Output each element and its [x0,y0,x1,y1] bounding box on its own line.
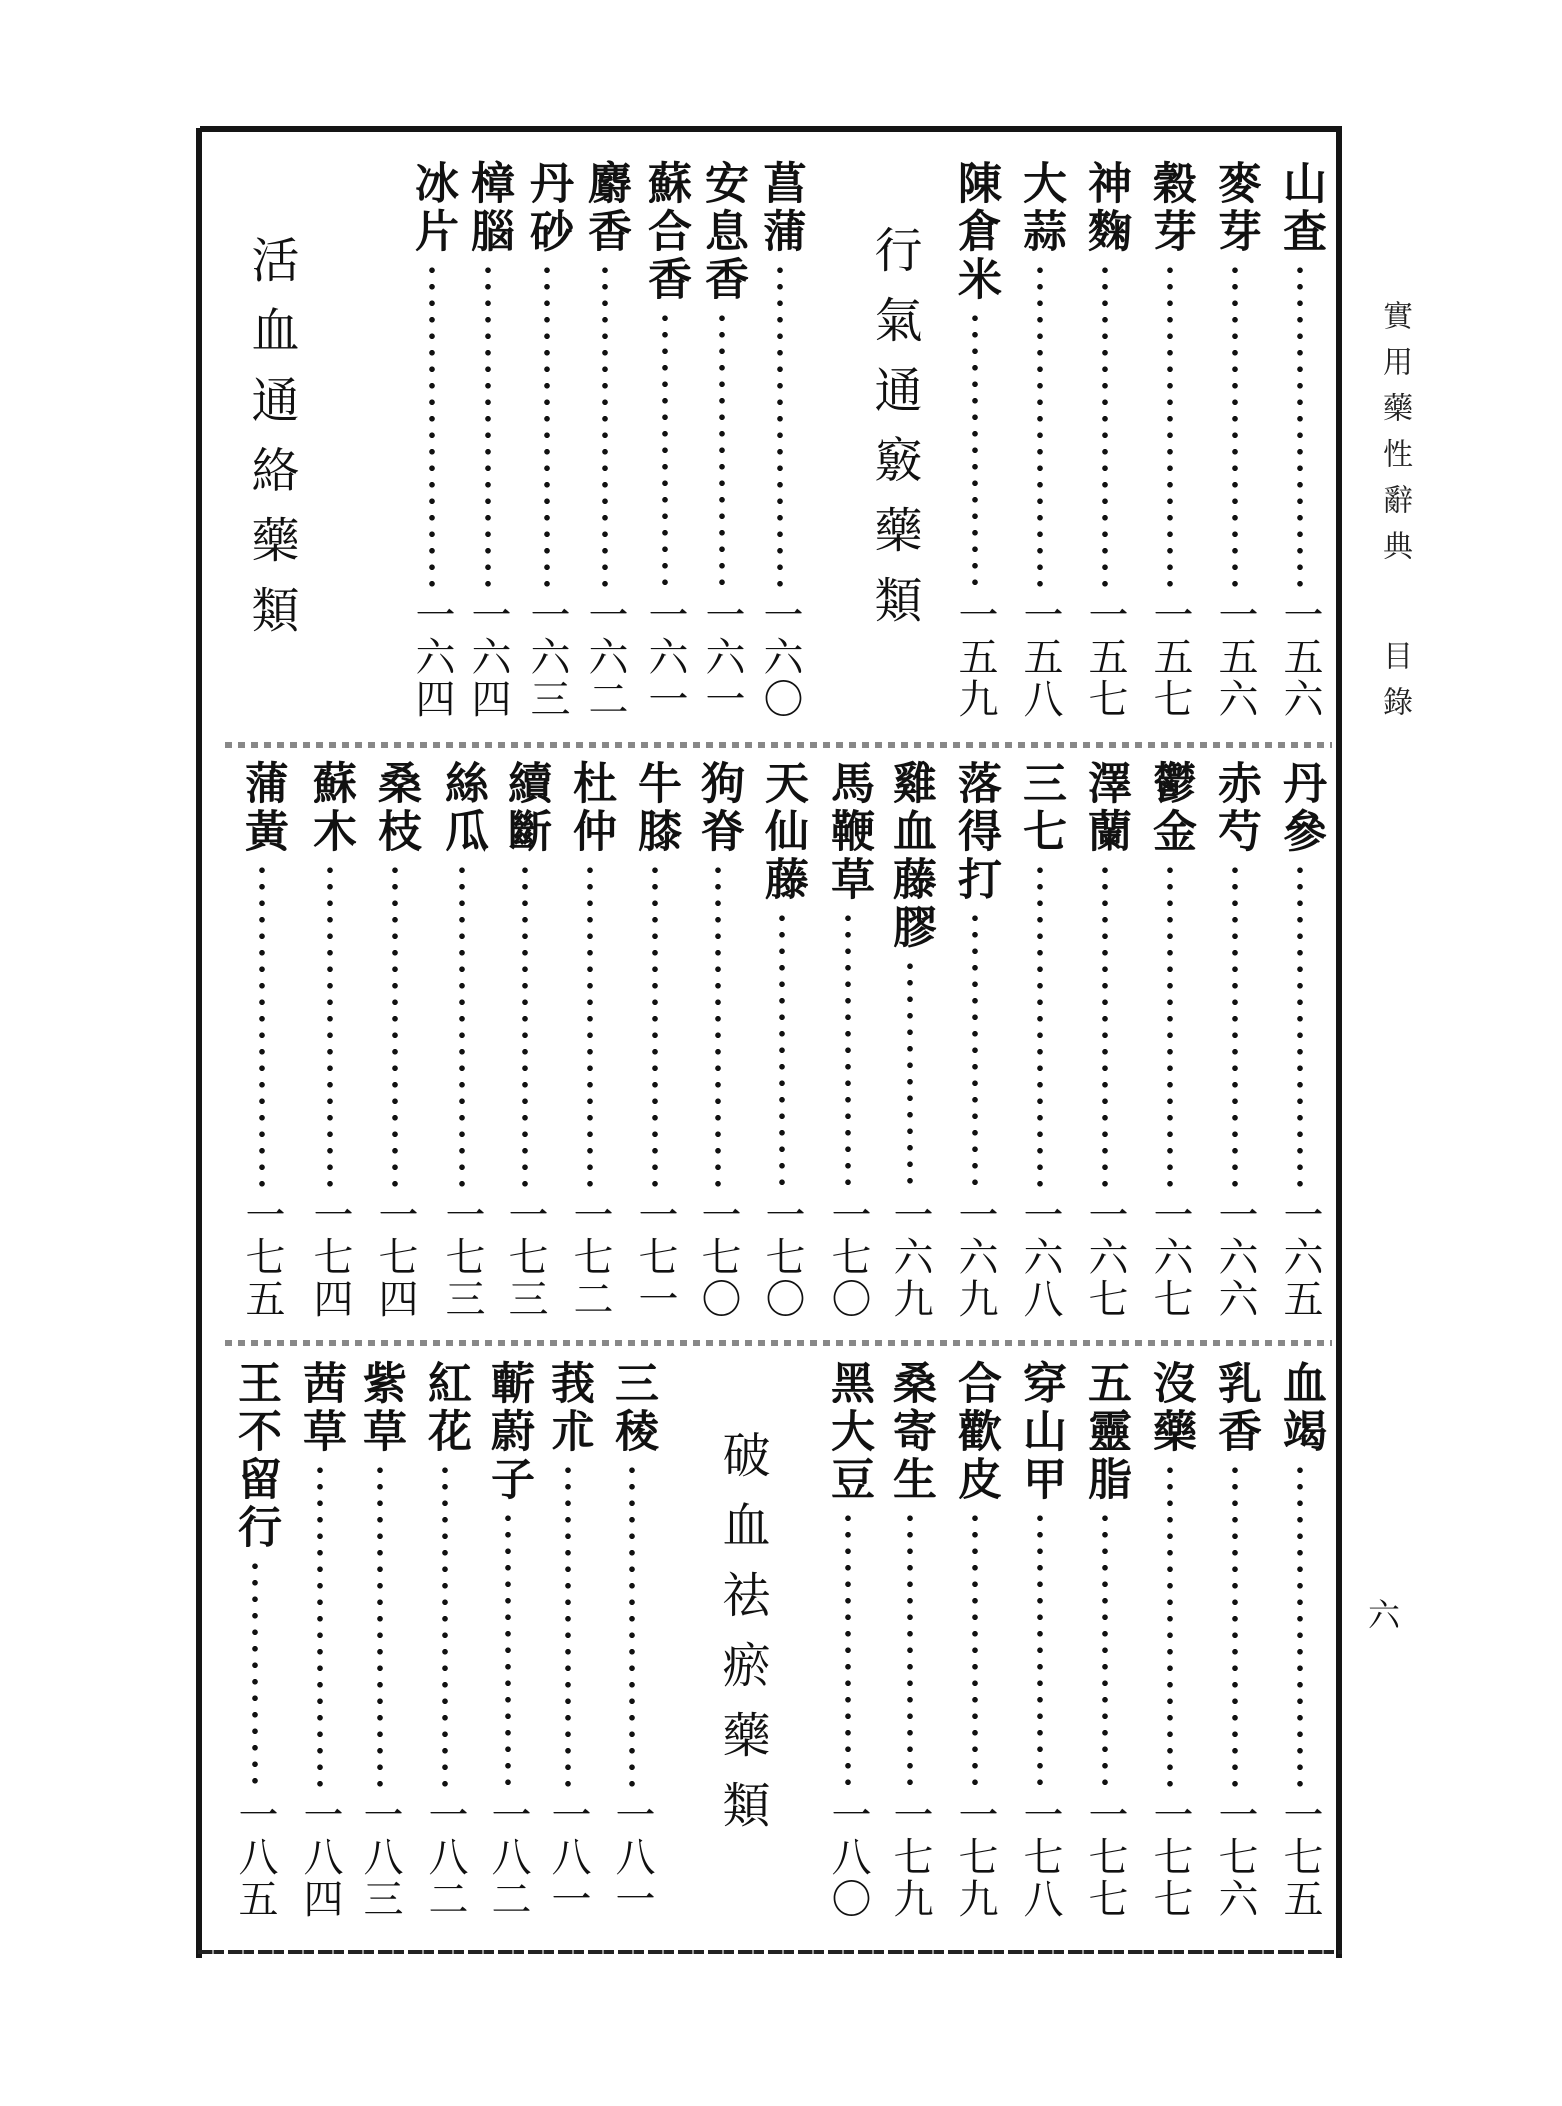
leader-dots [587,862,593,1188]
entry-name: 絲瓜 [437,760,488,856]
row-divider-1 [222,742,1332,748]
toc-entry[interactable] [950,160,1000,720]
leader-dots [845,1510,851,1788]
leader-dots [442,1462,448,1788]
leader-dots [429,262,435,588]
leader-dots [1167,262,1173,588]
entry-name: 菖蒲 [755,160,806,256]
leader-dots [719,310,725,588]
toc-entry[interactable] [522,160,572,720]
entry-name: 續斷 [500,760,551,856]
toc-entry[interactable] [755,160,805,720]
toc-entry[interactable] [543,1360,593,1920]
entry-name: 血竭 [1275,1360,1326,1456]
page-number: 六 [1368,1596,1401,1634]
toc-entry[interactable] [885,760,935,1320]
leader-dots [544,262,550,588]
entry-name: 杜仲 [565,760,616,856]
leader-dots [1297,862,1303,1188]
entry-name: 大蒜 [1015,160,1066,256]
toc-entry[interactable] [630,760,680,1320]
entry-page: 一八〇 [825,1794,871,1920]
entry-page: 一八三 [357,1794,403,1920]
toc-entry[interactable] [950,760,1000,1320]
entry-page: 一七四 [372,1194,418,1320]
entry-name: 三七 [1015,760,1066,856]
leader-dots [1102,1510,1108,1788]
entry-name: 桑寄生 [885,1360,936,1504]
entry-name: 雞血藤膠 [885,760,936,952]
entry-page: 一六五 [1277,1194,1323,1320]
toc-entry[interactable] [483,1360,533,1920]
entry-name: 茜草 [295,1360,346,1456]
leader-dots [377,1462,383,1788]
leader-dots [907,958,913,1188]
toc-entry[interactable] [1080,160,1130,720]
entry-name: 麝香 [580,160,631,256]
toc-entry[interactable] [565,760,615,1320]
entry-name: 安息香 [697,160,748,304]
entry-name: 牛膝 [630,760,681,856]
entry-name: 丹參 [1275,760,1326,856]
toc-entry[interactable] [237,760,287,1320]
entry-page: 一七〇 [825,1194,871,1320]
toc-entry[interactable] [500,760,550,1320]
entry-page: 一六〇 [757,594,803,720]
entry-page: 一五六 [1277,594,1323,720]
entry-page: 一六九 [887,1194,933,1320]
leader-dots [1232,262,1238,588]
leader-dots [602,262,608,588]
entry-page: 一七五 [239,1194,285,1320]
leader-dots [715,862,721,1188]
toc-entry[interactable] [1145,1360,1195,1920]
leader-dots [1232,1462,1238,1788]
leader-dots [1102,862,1108,1188]
leader-dots [1297,262,1303,588]
entry-page: 一六四 [465,594,511,720]
row-divider-2 [222,1340,1332,1346]
entry-page: 一八二 [485,1794,531,1920]
running-header-book-title: 實用藥性辭典 [1377,300,1412,576]
toc-entry[interactable] [1210,1360,1260,1920]
entry-page: 一六九 [952,1194,998,1320]
entry-page: 一五九 [952,594,998,720]
entry-name: 三稜 [607,1360,658,1456]
entry-page: 一七〇 [759,1194,805,1320]
entry-page: 一八四 [297,1794,343,1920]
entry-name: 蘄蔚子 [483,1360,534,1504]
toc-entry[interactable] [697,160,747,720]
toc-entry[interactable] [1275,1360,1325,1920]
entry-page: 一八一 [545,1794,591,1920]
leader-dots [1037,1510,1043,1788]
entry-page: 一六八 [1017,1194,1063,1320]
entry-name: 麥芽 [1210,160,1261,256]
toc-entry[interactable] [1015,160,1065,720]
entry-name: 落得打 [950,760,1001,904]
entry-page: 一六四 [409,594,455,720]
toc-entry[interactable] [885,1360,935,1920]
page-frame-right-border [1336,128,1342,1958]
entry-name: 沒藥 [1145,1360,1196,1456]
leader-dots [317,1462,323,1788]
toc-entry[interactable] [693,760,743,1320]
leader-dots [459,862,465,1188]
leader-dots [972,310,978,588]
entry-page: 一七七 [1082,1794,1128,1920]
entry-name: 山査 [1275,160,1326,256]
leader-dots [1297,1462,1303,1788]
leader-dots [629,1462,635,1788]
toc-entry[interactable] [407,160,457,720]
leader-dots [485,262,491,588]
leader-dots [565,1462,571,1788]
entry-name: 赤芍 [1210,760,1261,856]
leader-dots [522,862,528,1188]
entry-page: 一七九 [887,1794,933,1920]
toc-entry[interactable] [1210,160,1260,720]
entry-page: 一六七 [1147,1194,1193,1320]
entry-name: 蘇合香 [640,160,691,304]
entry-page: 一七七 [1147,1794,1193,1920]
toc-entry[interactable] [1275,760,1325,1320]
entry-name: 蘇木 [305,760,356,856]
leader-dots [845,910,851,1188]
entry-name: 鬱金 [1145,760,1196,856]
page-frame-left-border [196,128,202,1958]
entry-page: 一七五 [1277,1794,1323,1920]
entry-name: 馬鞭草 [823,760,874,904]
entry-name: 陳倉米 [950,160,1001,304]
page-frame-bottom-border [198,1950,1342,1954]
entry-name: 王不留行 [230,1360,281,1552]
entry-name: 桑枝 [370,760,421,856]
toc-entry[interactable] [607,1360,657,1920]
entry-page: 一七三 [439,1194,485,1320]
leader-dots [779,910,785,1188]
entry-name: 冰片 [407,160,458,256]
leader-dots [259,862,265,1188]
entry-page: 一六一 [699,594,745,720]
entry-page: 一五六 [1212,594,1258,720]
leader-dots [972,1510,978,1788]
toc-entry[interactable] [823,760,873,1320]
toc-entry[interactable] [370,760,420,1320]
leader-dots [777,262,783,588]
leader-dots [327,862,333,1188]
toc-entry[interactable] [230,1360,280,1920]
entry-page: 一六七 [1082,1194,1128,1320]
toc-entry[interactable] [1015,1360,1065,1920]
entry-name: 神麴 [1080,160,1131,256]
entry-name: 樟腦 [463,160,514,256]
leader-dots [652,862,658,1188]
entry-page: 一五七 [1147,594,1193,720]
toc-entry[interactable] [1080,760,1130,1320]
leader-dots [1232,862,1238,1188]
section-heading-blood-activating: 活血通絡藥類 [243,235,299,655]
toc-entry[interactable] [1015,760,1065,1320]
toc-entry[interactable] [463,160,513,720]
entry-page: 一六六 [1212,1194,1258,1320]
leader-dots [505,1510,511,1788]
entry-page: 一五八 [1017,594,1063,720]
entry-page: 一七二 [567,1194,613,1320]
entry-page: 一六三 [524,594,570,720]
toc-entry[interactable] [1210,760,1260,1320]
entry-page: 一七一 [632,1194,678,1320]
page-frame-top-border [200,126,1342,132]
leader-dots [1037,862,1043,1188]
entry-name: 乳香 [1210,1360,1261,1456]
toc-entry[interactable] [1145,160,1195,720]
toc-entry[interactable] [437,760,487,1320]
toc-entry[interactable] [580,160,630,720]
entry-name: 黑大豆 [823,1360,874,1504]
entry-page: 一七六 [1212,1794,1258,1920]
entry-page: 一六二 [582,594,628,720]
entry-page: 一八五 [232,1794,278,1920]
entry-name: 丹砂 [522,160,573,256]
toc-entry[interactable] [305,760,355,1320]
entry-page: 一五七 [1082,594,1128,720]
entry-name: 穿山甲 [1015,1360,1066,1504]
section-heading-blood-breaking: 破血祛瘀藥類 [714,1430,770,1850]
entry-name: 澤蘭 [1080,760,1131,856]
leader-dots [907,1510,913,1788]
running-header-section: 目錄 [1377,640,1412,732]
entry-name: 合歡皮 [950,1360,1001,1504]
leader-dots [1167,862,1173,1188]
entry-name: 紅花 [420,1360,471,1456]
entry-page: 一八一 [609,1794,655,1920]
entry-name: 五靈脂 [1080,1360,1131,1504]
entry-page: 一七八 [1017,1794,1063,1920]
leader-dots [392,862,398,1188]
leader-dots [1102,262,1108,588]
leader-dots [662,310,668,588]
entry-name: 狗脊 [693,760,744,856]
toc-entry[interactable] [640,160,690,720]
toc-entry[interactable] [355,1360,405,1920]
entry-name: 穀芽 [1145,160,1196,256]
entry-page: 一六一 [642,594,688,720]
entry-page: 一七三 [502,1194,548,1320]
entry-name: 莪朮 [543,1360,594,1456]
entry-name: 蒲黃 [237,760,288,856]
toc-entry[interactable] [1275,160,1325,720]
toc-entry[interactable] [757,760,807,1320]
toc-entry[interactable] [823,1360,873,1920]
toc-entry[interactable] [1080,1360,1130,1920]
toc-entry[interactable] [1145,760,1195,1320]
entry-page: 一七〇 [695,1194,741,1320]
toc-entry[interactable] [950,1360,1000,1920]
entry-page: 一七九 [952,1794,998,1920]
leader-dots [1037,262,1043,588]
section-heading-qi-regulating: 行氣通竅藥類 [866,225,922,645]
leader-dots [972,910,978,1188]
leader-dots [1167,1462,1173,1788]
leader-dots [252,1558,258,1788]
entry-page: 一八二 [422,1794,468,1920]
entry-name: 天仙藤 [757,760,808,904]
toc-entry[interactable] [420,1360,470,1920]
toc-entry[interactable] [295,1360,345,1920]
entry-page: 一七四 [307,1194,353,1320]
entry-name: 紫草 [355,1360,406,1456]
